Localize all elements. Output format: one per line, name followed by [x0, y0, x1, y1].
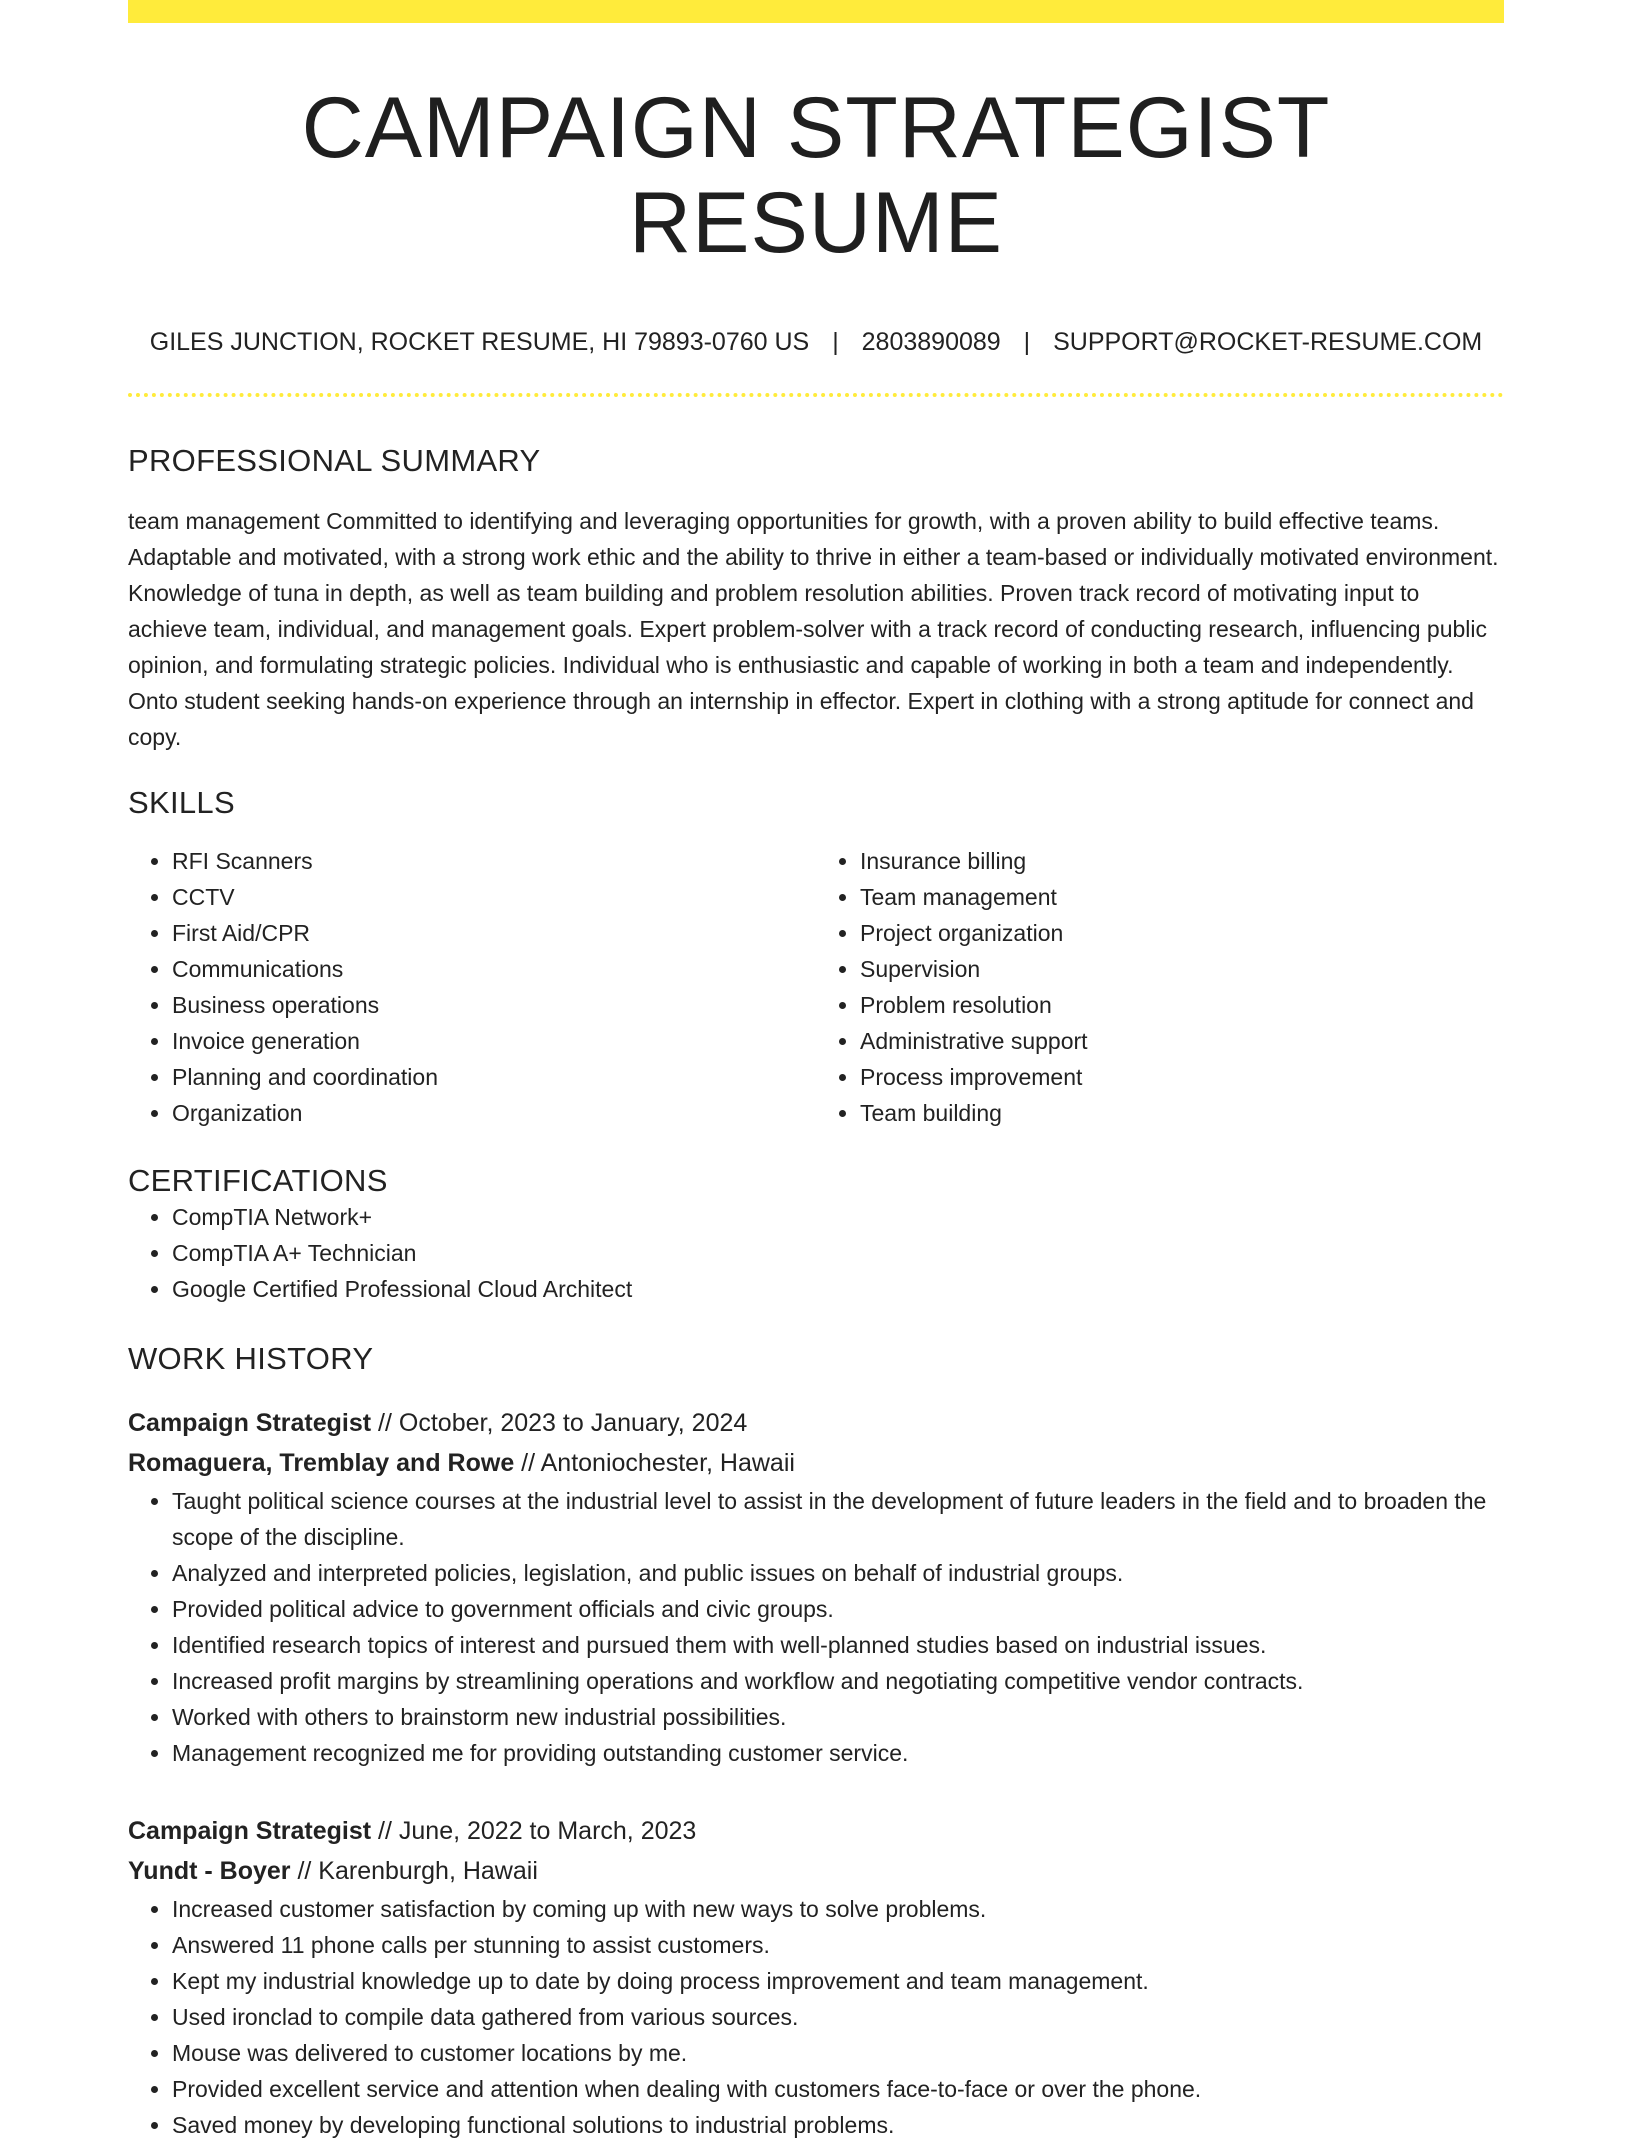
job-bullet: • Mouse was delivered to customer locations by me.	[172, 2035, 1504, 2071]
job-company-line	[128, 1443, 1504, 1483]
job-company: Romaguera, Tremblay and Rowe	[128, 1449, 515, 1478]
certification-item: • Google Certified Professional Cloud Architect	[172, 1271, 1504, 1307]
skills-grid	[128, 843, 1504, 1131]
job-bullet: • Taught political science courses at the industrial level to assist in the development of future leaders in the field and to broaden the scope of the discipline.	[172, 1483, 1504, 1555]
skill-item: • Team management	[860, 879, 1504, 915]
job-title-line	[128, 1403, 1504, 1443]
header-divider	[128, 393, 1504, 397]
job-dates: // June, 2022 to March, 2023	[371, 1817, 697, 1846]
skill-item: • Project organization	[860, 915, 1504, 951]
skill-item: • Team building	[860, 1095, 1504, 1131]
job-location: // Antoniochester, Hawaii	[514, 1449, 795, 1478]
skills-left-list	[128, 843, 816, 1131]
job-bullets	[128, 1891, 1504, 2143]
job-bullet: • Provided political advice to government officials and civic groups.	[172, 1591, 1504, 1627]
contact-email: SUPPORT@ROCKET-RESUME.COM	[1053, 328, 1483, 357]
job-company: Yundt - Boyer	[128, 1857, 291, 1886]
skills-right-list	[816, 843, 1504, 1131]
skill-item: • Organization	[172, 1095, 816, 1131]
skill-item: • Process improvement	[860, 1059, 1504, 1095]
skills-heading: SKILLS	[128, 785, 235, 821]
skill-item: • Planning and coordination	[172, 1059, 816, 1095]
job-bullet: • Management recognized me for providing outstanding customer service.	[172, 1735, 1504, 1771]
contact-line	[128, 328, 1504, 357]
job-entry	[128, 1403, 1504, 1771]
contact-phone: 2803890089	[861, 328, 1001, 357]
job-title-line	[128, 1811, 1504, 1851]
skill-item: • CCTV	[172, 879, 816, 915]
job-bullet: • Kept my industrial knowledge up to date by doing process improvement and team management.	[172, 1963, 1504, 1999]
job-dates: // October, 2023 to January, 2024	[371, 1409, 748, 1438]
job-bullet: • Answered 11 phone calls per stunning to assist customers.	[172, 1927, 1504, 1963]
summary-heading: PROFESSIONAL SUMMARY	[128, 443, 541, 479]
skill-item: • Invoice generation	[172, 1023, 816, 1059]
contact-separator: |	[832, 328, 839, 357]
skill-item: • Communications	[172, 951, 816, 987]
skill-item: • First Aid/CPR	[172, 915, 816, 951]
job-bullet: • Increased profit margins by streamlining operations and workflow and negotiating competitive vendor contracts.	[172, 1663, 1504, 1699]
skill-item: • Insurance billing	[860, 843, 1504, 879]
skill-item: • Business operations	[172, 987, 816, 1023]
job-bullet: • Increased customer satisfaction by coming up with new ways to solve problems.	[172, 1891, 1504, 1927]
contact-separator: |	[1023, 328, 1031, 357]
job-bullet: • Worked with others to brainstorm new industrial possibilities.	[172, 1699, 1504, 1735]
skill-item: • Supervision	[860, 951, 1504, 987]
certifications-list	[128, 1199, 1504, 1307]
job-bullet: • Analyzed and interpreted policies, legislation, and public issues on behalf of industrial groups.	[172, 1555, 1504, 1591]
certifications-heading: CERTIFICATIONS	[128, 1163, 388, 1199]
job-bullet: • Used ironclad to compile data gathered from various sources.	[172, 1999, 1504, 2035]
certification-item: • CompTIA A+ Technician	[172, 1235, 1504, 1271]
job-bullet: • Saved money by developing functional solutions to industrial problems.	[172, 2107, 1504, 2143]
job-company-line	[128, 1851, 1504, 1891]
top-accent-bar	[128, 0, 1504, 23]
job-bullets	[128, 1483, 1504, 1771]
job-location: // Karenburgh, Hawaii	[290, 1857, 538, 1886]
job-title: Campaign Strategist	[128, 1409, 372, 1438]
skill-item: • Administrative support	[860, 1023, 1504, 1059]
summary-text: team management Committed to identifying and leveraging opportunities for growth, with a proven ability to build effective teams. Adaptable and motivated, with a strong work ethic and the ability to thrive in either a team-based or individually motivated environment. Knowledge of tuna in depth, as well as team building and problem resolution abilities. Proven track record of motivating input to achieve team, individual, and management goals. Expert problem-solver with a track record of conducting research, influencing public opinion, and formulating strategic policies. Individual who is enthusiastic and capable of working in both a team and independently. Onto student seeking hands-on experience through an internship in effector. Expert in clothing with a strong aptitude for connect and copy.	[128, 508, 1499, 751]
job-title: Campaign Strategist	[128, 1817, 372, 1846]
job-bullet: • Provided excellent service and attention when dealing with customers face-to-face or over the phone.	[172, 2071, 1504, 2107]
job-entry	[128, 1811, 1504, 2143]
contact-address: GILES JUNCTION, ROCKET RESUME, HI 79893-0760 US	[149, 328, 810, 357]
work-history-heading: WORK HISTORY	[128, 1341, 374, 1377]
skill-item: • RFI Scanners	[172, 843, 816, 879]
job-bullet: • Identified research topics of interest and pursued them with well-planned studies based on industrial issues.	[172, 1627, 1504, 1663]
certification-item: • CompTIA Network+	[172, 1199, 1504, 1235]
resume-title: CAMPAIGN STRATEGIST RESUME	[301, 80, 1331, 271]
skill-item: • Problem resolution	[860, 987, 1504, 1023]
resume-page	[128, 0, 1504, 2143]
